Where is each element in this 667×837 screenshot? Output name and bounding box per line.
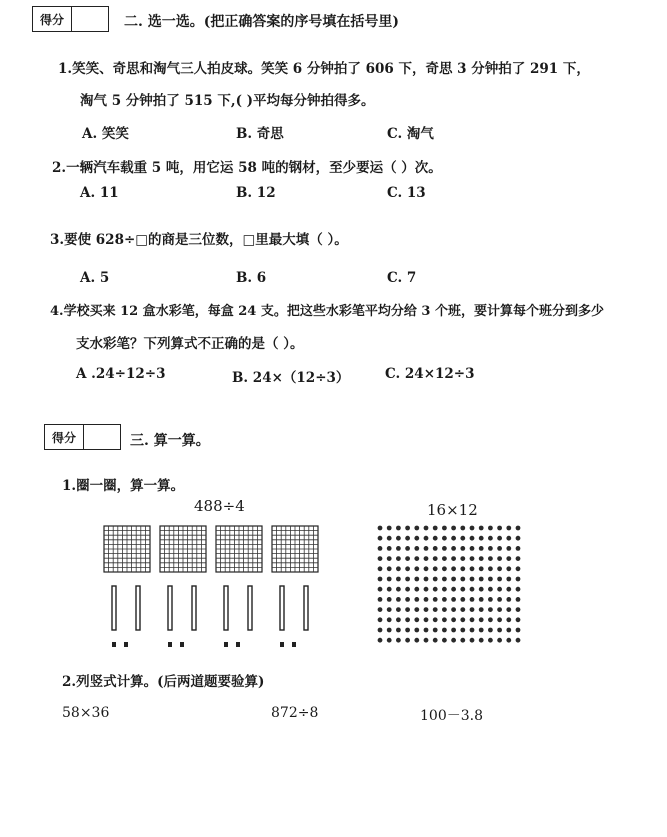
calc-3: 100－3.8	[420, 708, 483, 724]
question-2-line-1: 2.一辆汽车载重 5 吨，用它运 58 吨的钢材，至少要运（ ）次。	[52, 160, 442, 176]
dot	[433, 587, 438, 592]
dot	[497, 546, 502, 551]
dot	[387, 617, 392, 622]
dot	[451, 556, 456, 561]
dot	[506, 556, 511, 561]
dot	[516, 546, 521, 551]
dot	[470, 638, 475, 643]
score-label: 得分	[33, 7, 72, 31]
dot	[433, 577, 438, 582]
dot	[424, 546, 429, 551]
dot	[405, 556, 410, 561]
dot	[387, 536, 392, 541]
dot	[506, 546, 511, 551]
question-3-option-c[interactable]: C. 7	[387, 270, 417, 286]
score-label: 得分	[45, 425, 84, 449]
question-2-option-a[interactable]: A. 11	[80, 185, 119, 201]
dot	[451, 566, 456, 571]
dot	[387, 587, 392, 592]
dot	[405, 566, 410, 571]
dot	[424, 597, 429, 602]
dot	[378, 546, 383, 551]
dot	[414, 587, 419, 592]
dot	[442, 577, 447, 582]
dot	[433, 556, 438, 561]
dot	[470, 546, 475, 551]
dot	[516, 536, 521, 541]
dot	[470, 536, 475, 541]
dot	[460, 587, 465, 592]
dot	[470, 577, 475, 582]
dot	[442, 526, 447, 531]
dot	[451, 546, 456, 551]
dot	[387, 577, 392, 582]
question-4-line-2: 支水彩笔？下列算式不正确的是（ ）。	[76, 336, 304, 352]
hundred-block	[104, 526, 150, 572]
dot	[405, 628, 410, 633]
dot	[479, 526, 484, 531]
section3-title: 三. 算一算。	[130, 433, 210, 449]
dot	[433, 628, 438, 633]
dot	[442, 566, 447, 571]
dot	[460, 617, 465, 622]
dot	[488, 607, 493, 612]
dot	[516, 597, 521, 602]
dot	[442, 597, 447, 602]
question-4-option-c[interactable]: C. 24×12÷3	[385, 366, 475, 382]
dot	[488, 546, 493, 551]
dot	[479, 617, 484, 622]
dot	[479, 536, 484, 541]
dot	[424, 577, 429, 582]
dot-array-figure	[372, 520, 528, 652]
dot	[516, 526, 521, 531]
question-1-option-a[interactable]: A. 笑笑	[82, 126, 129, 142]
dot	[506, 566, 511, 571]
dot	[516, 607, 521, 612]
hundred-block	[160, 526, 206, 572]
dot	[460, 536, 465, 541]
base-ten-blocks-figure	[96, 520, 326, 652]
dot	[378, 638, 383, 643]
one-cube	[224, 642, 228, 647]
dot	[460, 607, 465, 612]
dot	[433, 526, 438, 531]
dot	[387, 628, 392, 633]
dot	[378, 577, 383, 582]
dot	[396, 566, 401, 571]
dot	[497, 617, 502, 622]
dot	[488, 536, 493, 541]
dot	[405, 597, 410, 602]
ten-rod	[112, 586, 116, 630]
dot	[387, 526, 392, 531]
dot	[396, 597, 401, 602]
dot	[497, 526, 502, 531]
question-3-option-a[interactable]: A. 5	[80, 270, 110, 286]
dot	[451, 587, 456, 592]
score-blank[interactable]	[72, 7, 108, 31]
dot	[424, 607, 429, 612]
dot	[387, 546, 392, 551]
expression-488-div-4: 488÷4	[194, 497, 245, 515]
dot	[433, 617, 438, 622]
dot	[516, 587, 521, 592]
one-cube	[280, 642, 284, 647]
dot	[497, 597, 502, 602]
dot	[470, 556, 475, 561]
dot	[396, 628, 401, 633]
question-1-line-1: 1.笑笑、奇思和淘气三人拍皮球。笑笑 6 分钟拍了 606 下，奇思 3 分钟拍了 291 下，	[58, 61, 590, 77]
dot	[506, 536, 511, 541]
dot	[387, 556, 392, 561]
dot	[414, 617, 419, 622]
dot	[387, 566, 392, 571]
dot	[378, 536, 383, 541]
dot	[387, 597, 392, 602]
expression-16-times-12: 16×12	[427, 501, 478, 519]
dot	[506, 638, 511, 643]
dot	[516, 638, 521, 643]
dot	[479, 628, 484, 633]
dot	[424, 638, 429, 643]
dot	[497, 638, 502, 643]
dot	[405, 617, 410, 622]
question-1-option-c[interactable]: C. 淘气	[387, 126, 434, 142]
dot	[433, 597, 438, 602]
dot	[497, 628, 502, 633]
dot	[460, 556, 465, 561]
dot	[516, 566, 521, 571]
ten-rod	[136, 586, 140, 630]
dot	[451, 607, 456, 612]
dot	[460, 577, 465, 582]
dot	[442, 617, 447, 622]
dot	[506, 587, 511, 592]
dot	[479, 638, 484, 643]
dot	[414, 577, 419, 582]
dot	[433, 566, 438, 571]
dot	[424, 536, 429, 541]
dot	[396, 638, 401, 643]
dot	[414, 607, 419, 612]
dot	[424, 617, 429, 622]
dot	[506, 526, 511, 531]
dot	[414, 536, 419, 541]
ten-rod	[280, 586, 284, 630]
subquestion-1-title: 1.圈一圈，算一算。	[62, 478, 185, 494]
dot	[378, 566, 383, 571]
dot	[396, 607, 401, 612]
dot	[488, 617, 493, 622]
dot	[479, 587, 484, 592]
dot	[396, 556, 401, 561]
dot	[378, 617, 383, 622]
ten-rod	[192, 586, 196, 630]
dot	[470, 607, 475, 612]
dot	[488, 638, 493, 643]
dot	[506, 577, 511, 582]
ten-rod	[168, 586, 172, 630]
dot	[396, 587, 401, 592]
hundred-block	[272, 526, 318, 572]
dot	[414, 556, 419, 561]
dot	[424, 587, 429, 592]
dot	[451, 536, 456, 541]
dot	[424, 566, 429, 571]
dot	[396, 577, 401, 582]
one-cube	[292, 642, 296, 647]
ten-rod	[304, 586, 308, 630]
dot	[506, 617, 511, 622]
dot	[516, 617, 521, 622]
one-cube	[236, 642, 240, 647]
dot	[442, 607, 447, 612]
dot	[405, 638, 410, 643]
dot	[497, 607, 502, 612]
hundred-block	[216, 526, 262, 572]
dot	[488, 587, 493, 592]
dot	[460, 628, 465, 633]
dot	[460, 597, 465, 602]
dot	[433, 536, 438, 541]
dot	[414, 597, 419, 602]
dot	[405, 607, 410, 612]
dot	[414, 628, 419, 633]
ten-rod	[248, 586, 252, 630]
dot	[414, 566, 419, 571]
dot	[414, 546, 419, 551]
score-blank[interactable]	[84, 425, 120, 449]
dot	[470, 587, 475, 592]
dot	[488, 566, 493, 571]
dot	[387, 638, 392, 643]
dot	[506, 607, 511, 612]
dot	[488, 577, 493, 582]
dot	[460, 546, 465, 551]
section2-title: 二. 选一选。(把正确答案的序号填在括号里)	[124, 14, 399, 30]
dot	[396, 526, 401, 531]
question-2-option-b[interactable]: B. 12	[236, 185, 276, 201]
one-cube	[112, 642, 116, 647]
calc-2: 872÷8	[271, 705, 319, 721]
dot	[405, 577, 410, 582]
dot	[479, 556, 484, 561]
dot	[433, 638, 438, 643]
dot	[497, 536, 502, 541]
dot	[470, 617, 475, 622]
calc-1: 58×36	[62, 705, 110, 721]
dot	[497, 587, 502, 592]
dot	[378, 556, 383, 561]
dot	[497, 556, 502, 561]
dot	[451, 628, 456, 633]
dot	[479, 546, 484, 551]
dot	[405, 546, 410, 551]
dot	[479, 607, 484, 612]
dot	[497, 566, 502, 571]
ten-rod	[224, 586, 228, 630]
one-cube	[124, 642, 128, 647]
dot	[470, 526, 475, 531]
dot	[387, 607, 392, 612]
dot	[378, 597, 383, 602]
dot	[442, 536, 447, 541]
question-1-option-b[interactable]: B. 奇思	[236, 126, 284, 142]
dot	[433, 546, 438, 551]
dot	[470, 566, 475, 571]
dot	[442, 587, 447, 592]
dot	[396, 617, 401, 622]
dot	[506, 597, 511, 602]
dot	[516, 577, 521, 582]
one-cube	[180, 642, 184, 647]
score-box-section3	[44, 424, 121, 450]
question-1-line-2: 淘气 5 分钟拍了 515 下,( )平均每分钟拍得多。	[80, 93, 375, 109]
dot	[424, 526, 429, 531]
question-2-option-c[interactable]: C. 13	[387, 185, 426, 201]
dot	[460, 526, 465, 531]
dot	[378, 587, 383, 592]
dot	[442, 546, 447, 551]
dot	[470, 628, 475, 633]
dot	[497, 577, 502, 582]
dot	[378, 628, 383, 633]
dot	[488, 556, 493, 561]
dot	[488, 597, 493, 602]
question-3-line-1: 3.要使 628÷□的商是三位数，□里最大填（ ）。	[50, 232, 348, 248]
dot	[414, 638, 419, 643]
dot	[442, 628, 447, 633]
dot	[516, 556, 521, 561]
dot	[414, 526, 419, 531]
question-4-option-a[interactable]: A .24÷12÷3	[76, 366, 166, 382]
dot	[451, 577, 456, 582]
dot	[470, 597, 475, 602]
dot	[442, 556, 447, 561]
dot	[442, 638, 447, 643]
dot	[396, 536, 401, 541]
question-4-line-1: 4.学校买来 12 盒水彩笔，每盒 24 支。把这些水彩笔平均分给 3 个班，要计算每个班分到多少	[50, 304, 604, 319]
question-4-option-b[interactable]: B. 24×（12÷3）	[232, 370, 350, 386]
dot	[488, 628, 493, 633]
dot	[424, 628, 429, 633]
dot	[378, 607, 383, 612]
dot	[460, 638, 465, 643]
dot	[405, 536, 410, 541]
dot	[405, 526, 410, 531]
dot	[433, 607, 438, 612]
dot	[378, 526, 383, 531]
one-cube	[168, 642, 172, 647]
score-box-section2	[32, 6, 109, 32]
dot	[488, 526, 493, 531]
dot	[479, 566, 484, 571]
dot	[479, 597, 484, 602]
dot	[451, 526, 456, 531]
question-3-option-b[interactable]: B. 6	[236, 270, 267, 286]
dot	[396, 546, 401, 551]
dot	[405, 587, 410, 592]
dot	[424, 556, 429, 561]
dot	[479, 577, 484, 582]
subquestion-2-title: 2.列竖式计算。(后两道题要验算)	[62, 674, 265, 690]
dot	[460, 566, 465, 571]
dot	[516, 628, 521, 633]
dot	[506, 628, 511, 633]
dot	[451, 597, 456, 602]
dot	[451, 617, 456, 622]
dot	[451, 638, 456, 643]
